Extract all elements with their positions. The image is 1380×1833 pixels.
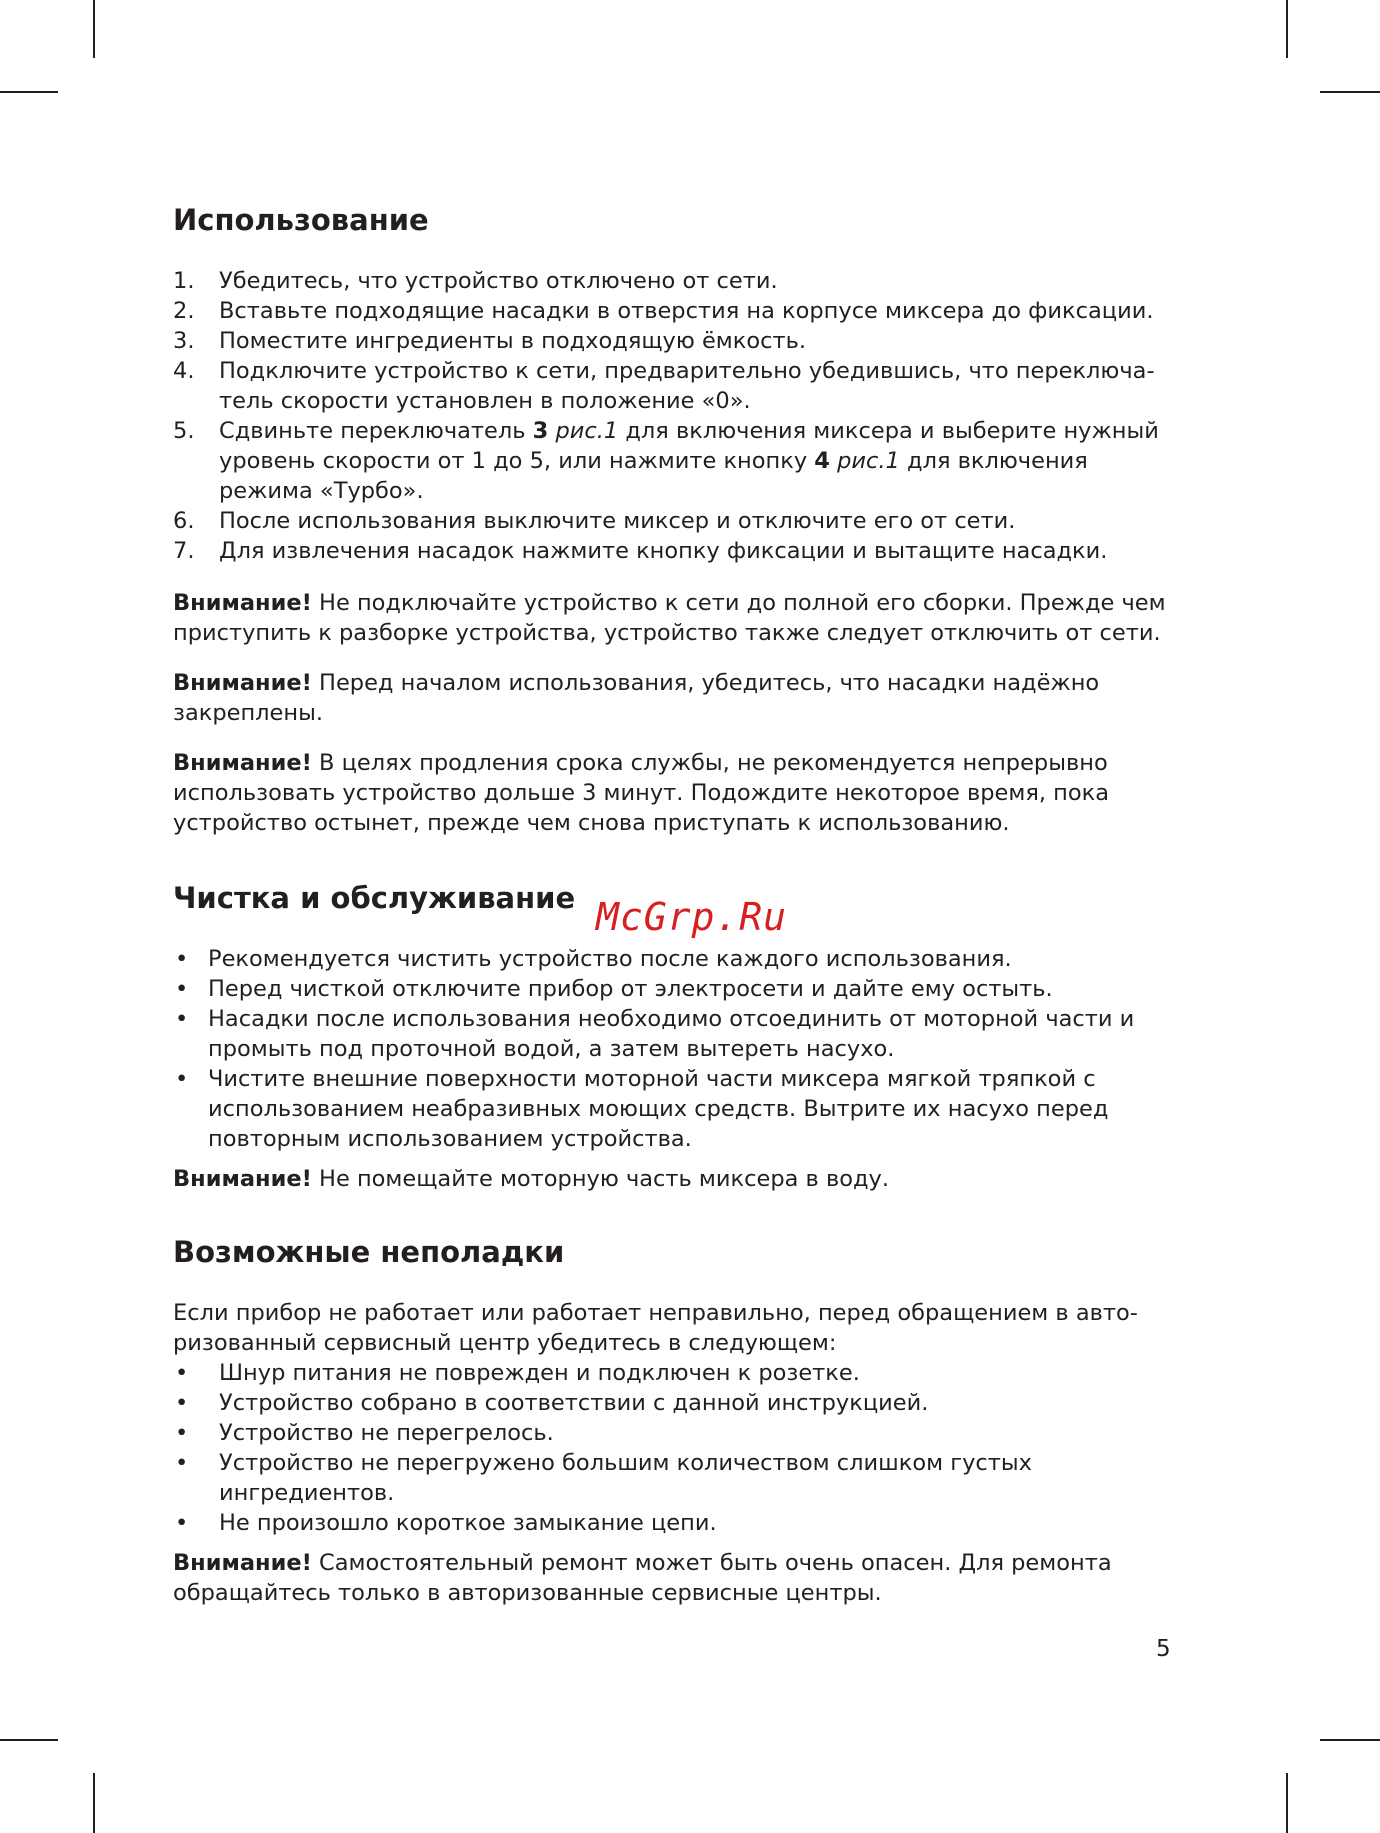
list-item: • Устройство не перегрелось. (175, 1420, 554, 1446)
cleaning-title: Чистка и обслуживание (173, 881, 576, 915)
list-item: 2. Вставьте подходящие насадки в отверстия на корпусе миксера до фиксации. (173, 298, 1154, 324)
warning-paragraph: Внимание! Не подключайте устройство к сети до полной его сборки. Прежде чем приступить к разборке устройства, устройство также следует отключить от сети. (173, 590, 1166, 646)
list-item: • Рекомендуется чистить устройство после каждого использования. (175, 946, 1012, 972)
usage-title: Использование (173, 203, 429, 237)
list-item: 4. Подключите устройство к сети, предварительно убедившись, что переключа-тель скорости установлен в положение «0». (173, 358, 1155, 414)
troubleshooting-list (173, 1358, 1173, 1538)
list-item: • Устройство не перегружено большим количеством слишком густых ингредиентов. (175, 1450, 1032, 1506)
troubleshooting-intro: Если прибор не работает или работает неправильно, перед обращением в авто-ризованный сервисный центр убедитесь в следующем: (173, 1300, 1138, 1356)
list-item: 6. После использования выключите миксер и отключите его от сети. (173, 508, 1016, 534)
crop-mark (93, 0, 95, 58)
warning-paragraph: Внимание! Не помещайте моторную часть миксера в воду. (173, 1166, 890, 1192)
crop-mark (1320, 1739, 1380, 1741)
crop-mark (1286, 0, 1288, 58)
cleaning-list (173, 944, 1173, 1154)
usage-steps (173, 266, 1173, 566)
warning-paragraph: Внимание! В целях продления срока службы, не рекомендуется непрерывно использовать устройство дольше 3 минут. Подождите некоторое время, пока устройство остынет, прежде чем снова приступать к использованию. (173, 750, 1110, 836)
list-item: 5. Сдвиньте переключатель 3 рис.1 для включения миксера и выберите нужный уровень скорости от 1 до 5, или нажмите кнопку 4 рис.1 для включения режима «Турбо». (173, 418, 1159, 504)
crop-mark (0, 1739, 58, 1741)
crop-mark (1286, 1773, 1288, 1833)
list-item: • Не произошло короткое замыкание цепи. (175, 1510, 717, 1536)
crop-mark (1320, 91, 1380, 93)
list-item: 3. Поместите ингредиенты в подходящую ёмкость. (173, 328, 807, 354)
warning-paragraph: Внимание! Перед началом использования, убедитесь, что насадки надёжно закреплены. (173, 670, 1100, 726)
list-item: • Насадки после использования необходимо отсоединить от моторной части и промыть под проточной водой, а затем вытереть насухо. (175, 1006, 1135, 1062)
list-item: • Перед чисткой отключите прибор от электросети и дайте ему остыть. (175, 976, 1053, 1002)
list-item: • Устройство собрано в соответствии с данной инструкцией. (175, 1390, 929, 1416)
list-item: • Шнур питания не поврежден и подключен к розетке. (175, 1360, 860, 1386)
list-item: 1. Убедитесь, что устройство отключено от сети. (173, 268, 778, 294)
list-item: • Чистите внешние поверхности моторной части миксера мягкой тряпкой с использованием неабразивных моющих средств. Вытрите их насухо перед повторным использованием устройства. (175, 1066, 1109, 1152)
list-item: 7. Для извлечения насадок нажмите кнопку фиксации и вытащите насадки. (173, 538, 1108, 564)
crop-mark (93, 1773, 95, 1833)
crop-mark (0, 91, 58, 93)
watermark: McGrp.Ru (596, 895, 788, 939)
page-number: 5 (1156, 1636, 1171, 1662)
troubleshooting-title: Возможные неполадки (173, 1235, 565, 1269)
warning-paragraph: Внимание! Самостоятельный ремонт может быть очень опасен. Для ремонта обращайтесь только в авторизованные сервисные центры. (173, 1550, 1112, 1606)
